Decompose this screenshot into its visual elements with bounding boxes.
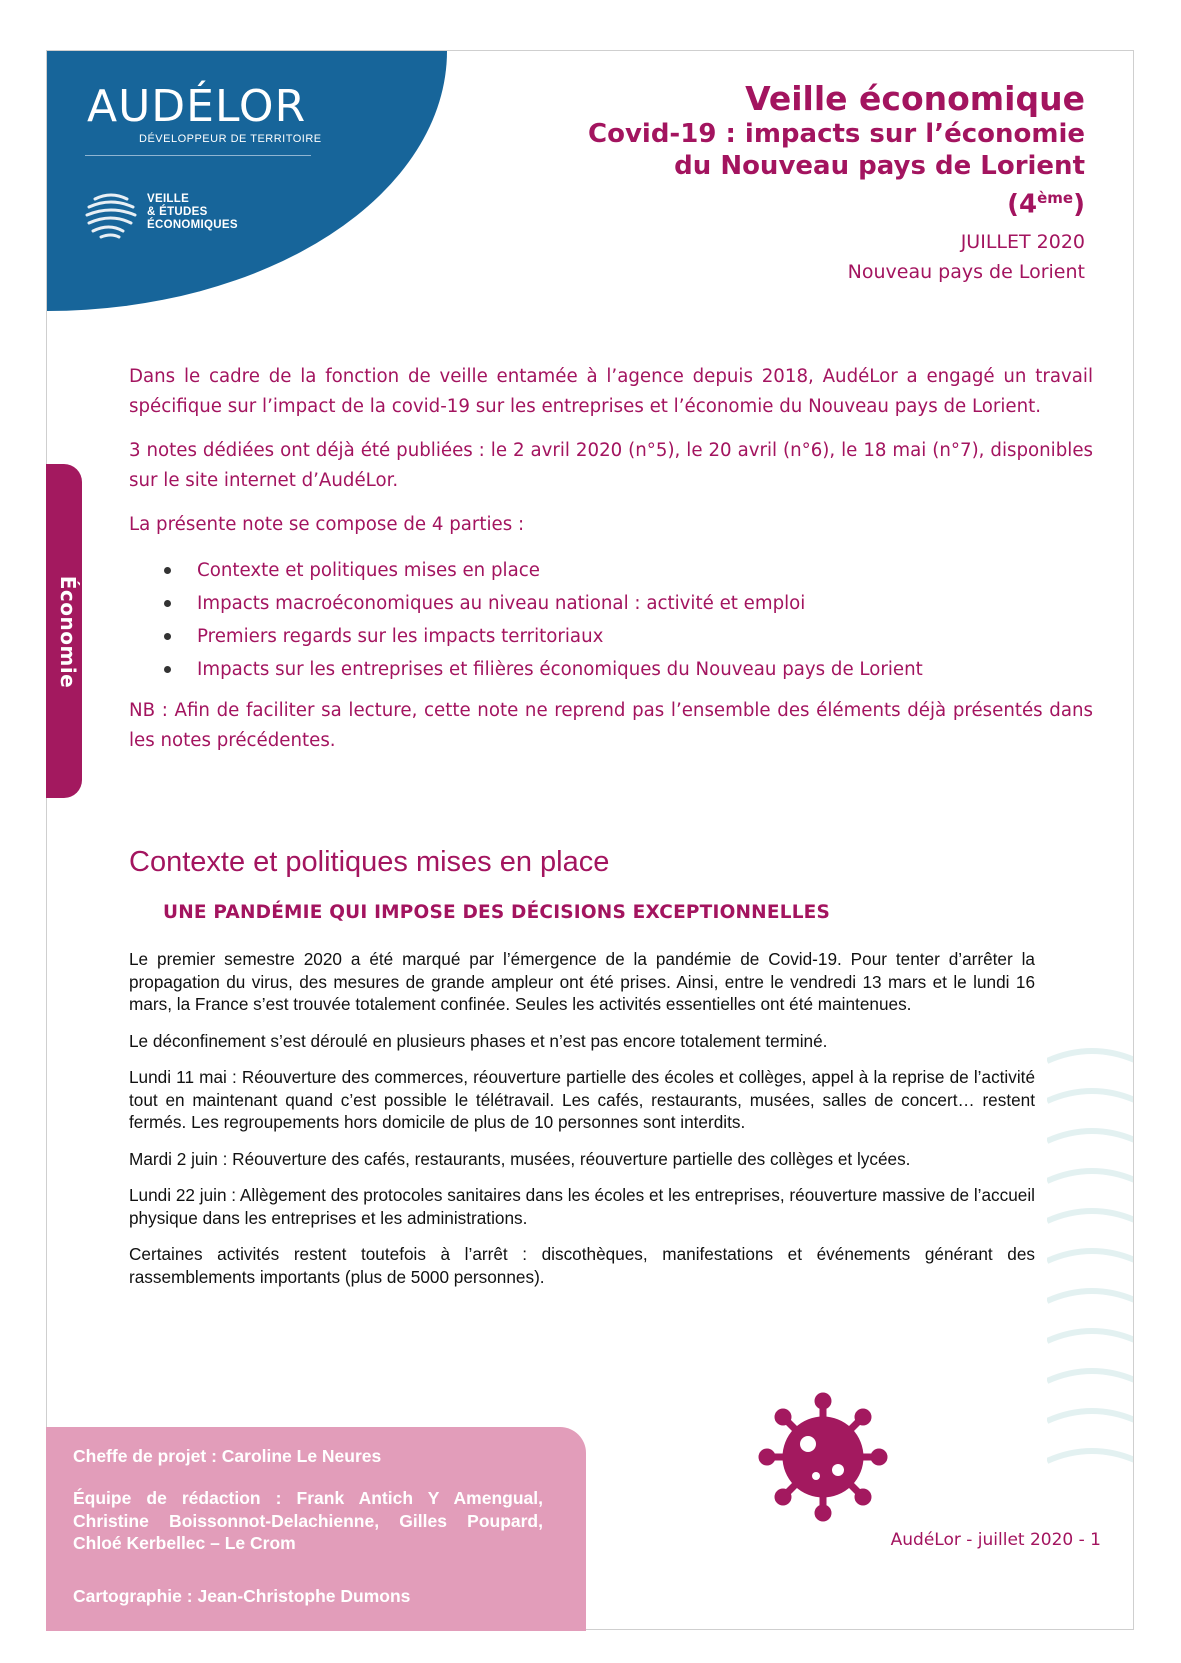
page-footer: AudéLor - juillet 2020 - 1 bbox=[890, 1530, 1101, 1550]
intro-nb: NB : Afin de faciliter sa lecture, cette note ne reprend pas l’ensemble des éléments déjà présentés dans les notes précédentes. bbox=[129, 700, 1093, 751]
edition-open: (4 bbox=[1007, 189, 1038, 220]
body-paragraph: Le déconfinement s’est déroulé en plusieurs phases et n’est pas encore totalement terminé. bbox=[129, 1030, 828, 1051]
page-title: Veille économique bbox=[745, 79, 1085, 118]
edition-number bbox=[588, 182, 1085, 221]
intro-paragraph-2: 3 notes dédiées ont déjà été publiées : le 2 avril 2020 (n°5), le 20 avril (n°6), le 18 mai (n°7), disponibles sur le site internet d’AudéLor. bbox=[129, 440, 1093, 491]
decorative-waves bbox=[1047, 1041, 1134, 1501]
subsection-title: UNE PANDÉMIE QUI IMPOSE DES DÉCISIONS EXCEPTIONNELLES bbox=[163, 902, 831, 923]
cartography-credit: Cartographie : Jean-Christophe Dumons bbox=[73, 1586, 411, 1606]
side-tab-label: Économie bbox=[56, 575, 80, 689]
veille-line-1: VEILLE bbox=[147, 193, 190, 205]
document-header bbox=[588, 80, 1085, 286]
list-item: Contexte et politiques mises en place bbox=[197, 554, 1093, 587]
list-item: Impacts sur les entreprises et filières économiques du Nouveau pays de Lorient bbox=[197, 653, 1093, 686]
body-paragraph: Certaines activités restent toutefois à l’arrêt : discothèques, manifestations et événements générant des rassemblements importants (plus de 5000 personnes). bbox=[129, 1244, 1035, 1287]
header-brand-band bbox=[47, 51, 447, 311]
section-body bbox=[129, 948, 1035, 1302]
veille-service-name bbox=[147, 193, 238, 232]
subtitle-line-2: du Nouveau pays de Lorient bbox=[674, 151, 1085, 181]
edition-sup: ème bbox=[1037, 189, 1074, 207]
virus-icon bbox=[758, 1392, 888, 1522]
section-title: Contexte et politiques mises en place bbox=[129, 846, 610, 878]
logo-tagline: DÉVELOPPEUR DE TERRITOIRE bbox=[139, 133, 322, 145]
veille-logo-icon bbox=[83, 189, 139, 241]
page bbox=[46, 50, 1134, 1630]
intro-paragraph-1: Dans le cadre de la fonction de veille entamée à l’agence depuis 2018, AudéLor a engagé un travail spécifique sur l’impact de la covid-19 sur les entreprises et l’économie du Nouveau pays de Lorient. bbox=[129, 366, 1093, 417]
list-item: Premiers regards sur les impacts territoriaux bbox=[197, 620, 1093, 653]
credits-box bbox=[46, 1427, 586, 1631]
audelor-logo: AUDÉLOR bbox=[87, 81, 307, 132]
body-paragraph: Le premier semestre 2020 a été marqué par l’émergence de la pandémie de Covid-19. Pour tenter d’arrêter la propagation du virus, des mesures de grande ampleur ont été prises. Ainsi, entre le vendredi 13 mars et le lundi 16 mars, la France s’est trouvée totalement confinée. Seules les activités essentielles ont été maintenues. bbox=[129, 949, 1035, 1014]
veille-line-2: & ÉTUDES bbox=[147, 206, 208, 218]
project-lead: Cheffe de projet : Caroline Le Neures bbox=[73, 1446, 382, 1466]
list-item: Impacts macroéconomiques au niveau national : activité et emploi bbox=[197, 587, 1093, 620]
parts-list bbox=[129, 554, 1093, 686]
publication-date: JUILLET 2020 bbox=[960, 230, 1085, 253]
body-paragraph: Mardi 2 juin : Réouverture des cafés, restaurants, musées, réouverture partielle des collèges et lycées. bbox=[129, 1148, 911, 1169]
logo-divider bbox=[85, 155, 311, 156]
edition-close: ) bbox=[1073, 189, 1085, 220]
intro-block bbox=[129, 362, 1093, 770]
editorial-team: Équipe de rédaction : Frank Antich Y Amengual, Christine Boissonnot-Delachienne, Gilles Poupard, Chloé Kerbellec – Le Crom bbox=[73, 1488, 543, 1553]
veille-line-3: ÉCONOMIQUES bbox=[147, 219, 238, 231]
subtitle-line-1: Covid-19 : impacts sur l’économie bbox=[588, 119, 1085, 149]
intro-paragraph-3: La présente note se compose de 4 parties : bbox=[129, 514, 525, 535]
territory-name: Nouveau pays de Lorient bbox=[847, 260, 1085, 283]
body-paragraph: Lundi 11 mai : Réouverture des commerces, réouverture partielle des écoles et collèges, appel à la reprise de l’activité tout en maintenant quand c’est possible le télétravail. Les cafés, restaurants, musées, salles de concert… restent fermés. Les regroupements hors domicile de plus de 10 personnes sont interdits. bbox=[129, 1067, 1035, 1132]
body-paragraph: Lundi 22 juin : Allègement des protocoles sanitaires dans les écoles et les entreprises, réouverture massive de l’accueil physique dans les entreprises et les administrations. bbox=[129, 1185, 1035, 1228]
